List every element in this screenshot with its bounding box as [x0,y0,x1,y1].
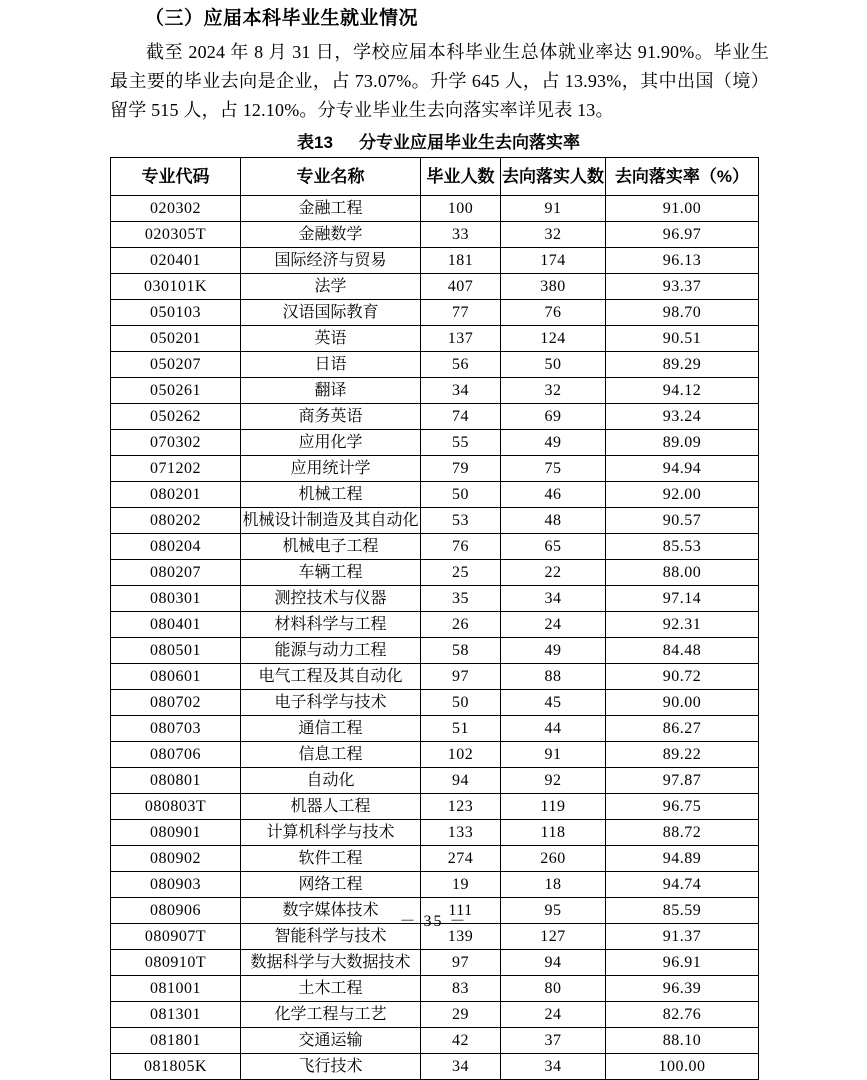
cell-placement-rate: 89.22 [606,742,759,768]
cell-major-code: 020305T [111,222,241,248]
cell-major-code: 080907T [111,924,241,950]
cell-major-name: 法学 [241,274,421,300]
cell-placed-count: 32 [501,222,606,248]
cell-placed-count: 50 [501,352,606,378]
table-row [111,768,759,794]
cell-major-code: 081001 [111,976,241,1002]
table-row [111,638,759,664]
cell-major-name: 自动化 [241,768,421,794]
cell-major-name: 能源与动力工程 [241,638,421,664]
cell-major-name: 机械电子工程 [241,534,421,560]
cell-major-code: 030101K [111,274,241,300]
cell-placement-rate: 84.48 [606,638,759,664]
section-paragraph: 截至 2024 年 8 月 31 日，学校应届本科毕业生总体就业率达 91.90%。毕业生最主要的毕业去向是企业，占 73.07%。升学 645 人，占 13.93%，其中出国（境）留学 515 人，占 12.10%。分专业毕业生去向落实率详见表 13。 [110,42,769,120]
cell-placed-count: 75 [501,456,606,482]
cell-graduates: 79 [421,456,501,482]
cell-placed-count: 34 [501,1054,606,1080]
cell-major-code: 081805K [111,1054,241,1080]
table-caption-text: 分专业应届毕业生去向落实率 [358,133,580,152]
section-heading: （三）应届本科毕业生就业情况 [145,8,419,29]
cell-major-code: 080906 [111,898,241,924]
cell-placed-count: 95 [501,898,606,924]
cell-graduates: 51 [421,716,501,742]
cell-placement-rate: 92.00 [606,482,759,508]
cell-placement-rate: 93.24 [606,404,759,430]
cell-placement-rate: 85.53 [606,534,759,560]
table-row [111,534,759,560]
cell-major-code: 080501 [111,638,241,664]
page-footer: － 35 － [399,913,468,930]
cell-major-name: 智能科学与技术 [241,924,421,950]
cell-placement-rate: 94.12 [606,378,759,404]
cell-major-code: 080401 [111,612,241,638]
cell-major-code: 081301 [111,1002,241,1028]
table-row [111,1028,759,1054]
cell-major-name: 飞行技术 [241,1054,421,1080]
table-row [111,1002,759,1028]
cell-placed-count: 124 [501,326,606,352]
cell-major-name: 通信工程 [241,716,421,742]
table-row [111,274,759,300]
cell-major-name: 汉语国际教育 [241,300,421,326]
cell-placed-count: 92 [501,768,606,794]
cell-graduates: 50 [421,482,501,508]
table-header-row [111,158,759,196]
cell-placement-rate: 91.37 [606,924,759,950]
cell-major-name: 电气工程及其自动化 [241,664,421,690]
column-header-major-code: 专业代码 [111,158,241,196]
cell-placement-rate: 96.13 [606,248,759,274]
cell-major-name: 商务英语 [241,404,421,430]
cell-placement-rate: 85.59 [606,898,759,924]
cell-graduates: 123 [421,794,501,820]
cell-major-code: 050262 [111,404,241,430]
cell-major-code: 080201 [111,482,241,508]
table-row [111,456,759,482]
cell-placed-count: 76 [501,300,606,326]
cell-placed-count: 88 [501,664,606,690]
cell-major-code: 050207 [111,352,241,378]
cell-placed-count: 44 [501,716,606,742]
cell-graduates: 19 [421,872,501,898]
table-row [111,378,759,404]
table-label: 表13 [297,133,333,152]
cell-placed-count: 46 [501,482,606,508]
table-row [111,664,759,690]
cell-major-code: 080703 [111,716,241,742]
cell-major-code: 071202 [111,456,241,482]
cell-graduates: 94 [421,768,501,794]
cell-placed-count: 32 [501,378,606,404]
column-header-placement-rate: 去向落实率（%） [606,158,759,196]
cell-major-name: 英语 [241,326,421,352]
cell-major-code: 080910T [111,950,241,976]
cell-major-code: 050103 [111,300,241,326]
cell-placed-count: 34 [501,586,606,612]
cell-graduates: 133 [421,820,501,846]
cell-graduates: 29 [421,1002,501,1028]
cell-graduates: 26 [421,612,501,638]
cell-graduates: 34 [421,1054,501,1080]
cell-major-code: 080801 [111,768,241,794]
cell-graduates: 35 [421,586,501,612]
cell-graduates: 97 [421,664,501,690]
cell-graduates: 53 [421,508,501,534]
cell-major-name: 机械设计制造及其自动化 [241,508,421,534]
cell-graduates: 97 [421,950,501,976]
table-row [111,612,759,638]
cell-major-name: 应用化学 [241,430,421,456]
cell-major-code: 080202 [111,508,241,534]
table-caption [0,131,867,155]
table-body [111,196,759,1080]
cell-graduates: 139 [421,924,501,950]
cell-graduates: 42 [421,1028,501,1054]
cell-graduates: 33 [421,222,501,248]
table-row [111,508,759,534]
cell-placement-rate: 90.00 [606,690,759,716]
table-row [111,404,759,430]
cell-major-name: 网络工程 [241,872,421,898]
cell-placed-count: 118 [501,820,606,846]
cell-graduates: 100 [421,196,501,222]
table-row [111,196,759,222]
cell-graduates: 25 [421,560,501,586]
cell-graduates: 102 [421,742,501,768]
cell-graduates: 55 [421,430,501,456]
cell-placement-rate: 82.76 [606,1002,759,1028]
cell-major-name: 金融工程 [241,196,421,222]
cell-major-name: 软件工程 [241,846,421,872]
cell-placement-rate: 94.89 [606,846,759,872]
cell-major-code: 080601 [111,664,241,690]
cell-major-code: 080901 [111,820,241,846]
cell-placed-count: 45 [501,690,606,716]
cell-placement-rate: 91.00 [606,196,759,222]
table-row [111,352,759,378]
cell-major-code: 080301 [111,586,241,612]
cell-major-name: 计算机科学与技术 [241,820,421,846]
cell-graduates: 74 [421,404,501,430]
column-header-placed-count: 去向落实人数 [501,158,606,196]
table-row [111,690,759,716]
column-header-major-name: 专业名称 [241,158,421,196]
cell-placement-rate: 89.29 [606,352,759,378]
cell-major-name: 交通运输 [241,1028,421,1054]
cell-major-code: 020401 [111,248,241,274]
cell-major-name: 翻译 [241,378,421,404]
cell-graduates: 58 [421,638,501,664]
cell-placement-rate: 94.94 [606,456,759,482]
cell-placement-rate: 97.87 [606,768,759,794]
cell-major-code: 080207 [111,560,241,586]
cell-major-code: 081801 [111,1028,241,1054]
cell-placed-count: 91 [501,196,606,222]
cell-graduates: 83 [421,976,501,1002]
cell-graduates: 77 [421,300,501,326]
table-row [111,976,759,1002]
cell-placed-count: 127 [501,924,606,950]
table-row [111,846,759,872]
table-row [111,794,759,820]
cell-graduates: 111 [421,898,501,924]
cell-major-name: 化学工程与工艺 [241,1002,421,1028]
cell-graduates: 56 [421,352,501,378]
cell-graduates: 274 [421,846,501,872]
cell-major-name: 测控技术与仪器 [241,586,421,612]
cell-placed-count: 48 [501,508,606,534]
cell-placed-count: 94 [501,950,606,976]
cell-major-name: 电子科学与技术 [241,690,421,716]
cell-graduates: 181 [421,248,501,274]
cell-placement-rate: 96.97 [606,222,759,248]
cell-placement-rate: 90.51 [606,326,759,352]
cell-major-code: 050201 [111,326,241,352]
cell-placement-rate: 90.57 [606,508,759,534]
table-row [111,1054,759,1080]
cell-placed-count: 22 [501,560,606,586]
cell-placement-rate: 96.39 [606,976,759,1002]
table-row [111,248,759,274]
cell-placement-rate: 88.10 [606,1028,759,1054]
cell-major-code: 080706 [111,742,241,768]
cell-graduates: 34 [421,378,501,404]
table-row [111,560,759,586]
cell-major-name: 车辆工程 [241,560,421,586]
cell-placement-rate: 89.09 [606,430,759,456]
cell-placed-count: 69 [501,404,606,430]
cell-placement-rate: 96.91 [606,950,759,976]
cell-placement-rate: 93.37 [606,274,759,300]
cell-major-code: 080204 [111,534,241,560]
cell-placed-count: 37 [501,1028,606,1054]
table-row [111,872,759,898]
cell-major-name: 土木工程 [241,976,421,1002]
cell-placement-rate: 92.31 [606,612,759,638]
cell-placement-rate: 88.72 [606,820,759,846]
table-row [111,430,759,456]
table-row [111,482,759,508]
cell-major-code: 050261 [111,378,241,404]
cell-placed-count: 174 [501,248,606,274]
table-row [111,222,759,248]
cell-placement-rate: 86.27 [606,716,759,742]
table-row [111,326,759,352]
cell-major-name: 机器人工程 [241,794,421,820]
cell-graduates: 137 [421,326,501,352]
cell-major-name: 数字媒体技术 [241,898,421,924]
majors-placement-table [110,157,759,1080]
cell-major-code: 020302 [111,196,241,222]
cell-placed-count: 49 [501,430,606,456]
cell-placement-rate: 94.74 [606,872,759,898]
cell-placement-rate: 98.70 [606,300,759,326]
cell-graduates: 76 [421,534,501,560]
cell-major-name: 金融数学 [241,222,421,248]
cell-major-name: 信息工程 [241,742,421,768]
cell-placed-count: 18 [501,872,606,898]
cell-major-name: 材料科学与工程 [241,612,421,638]
cell-graduates: 50 [421,690,501,716]
cell-major-name: 日语 [241,352,421,378]
table-row [111,586,759,612]
cell-major-code: 080803T [111,794,241,820]
cell-placed-count: 260 [501,846,606,872]
table-row [111,820,759,846]
cell-placement-rate: 100.00 [606,1054,759,1080]
cell-major-code: 070302 [111,430,241,456]
table-row [111,716,759,742]
column-header-graduates: 毕业人数 [421,158,501,196]
cell-placed-count: 119 [501,794,606,820]
cell-placement-rate: 88.00 [606,560,759,586]
cell-major-code: 080903 [111,872,241,898]
cell-major-name: 数据科学与大数据技术 [241,950,421,976]
cell-major-code: 080902 [111,846,241,872]
cell-major-name: 应用统计学 [241,456,421,482]
cell-major-name: 国际经济与贸易 [241,248,421,274]
cell-placed-count: 80 [501,976,606,1002]
cell-placement-rate: 90.72 [606,664,759,690]
cell-major-name: 机械工程 [241,482,421,508]
cell-graduates: 407 [421,274,501,300]
cell-placed-count: 24 [501,612,606,638]
table-row [111,300,759,326]
cell-major-code: 080702 [111,690,241,716]
cell-placed-count: 380 [501,274,606,300]
cell-placed-count: 24 [501,1002,606,1028]
cell-placement-rate: 97.14 [606,586,759,612]
cell-placed-count: 91 [501,742,606,768]
cell-placement-rate: 96.75 [606,794,759,820]
cell-placed-count: 65 [501,534,606,560]
cell-placed-count: 49 [501,638,606,664]
table-row [111,742,759,768]
